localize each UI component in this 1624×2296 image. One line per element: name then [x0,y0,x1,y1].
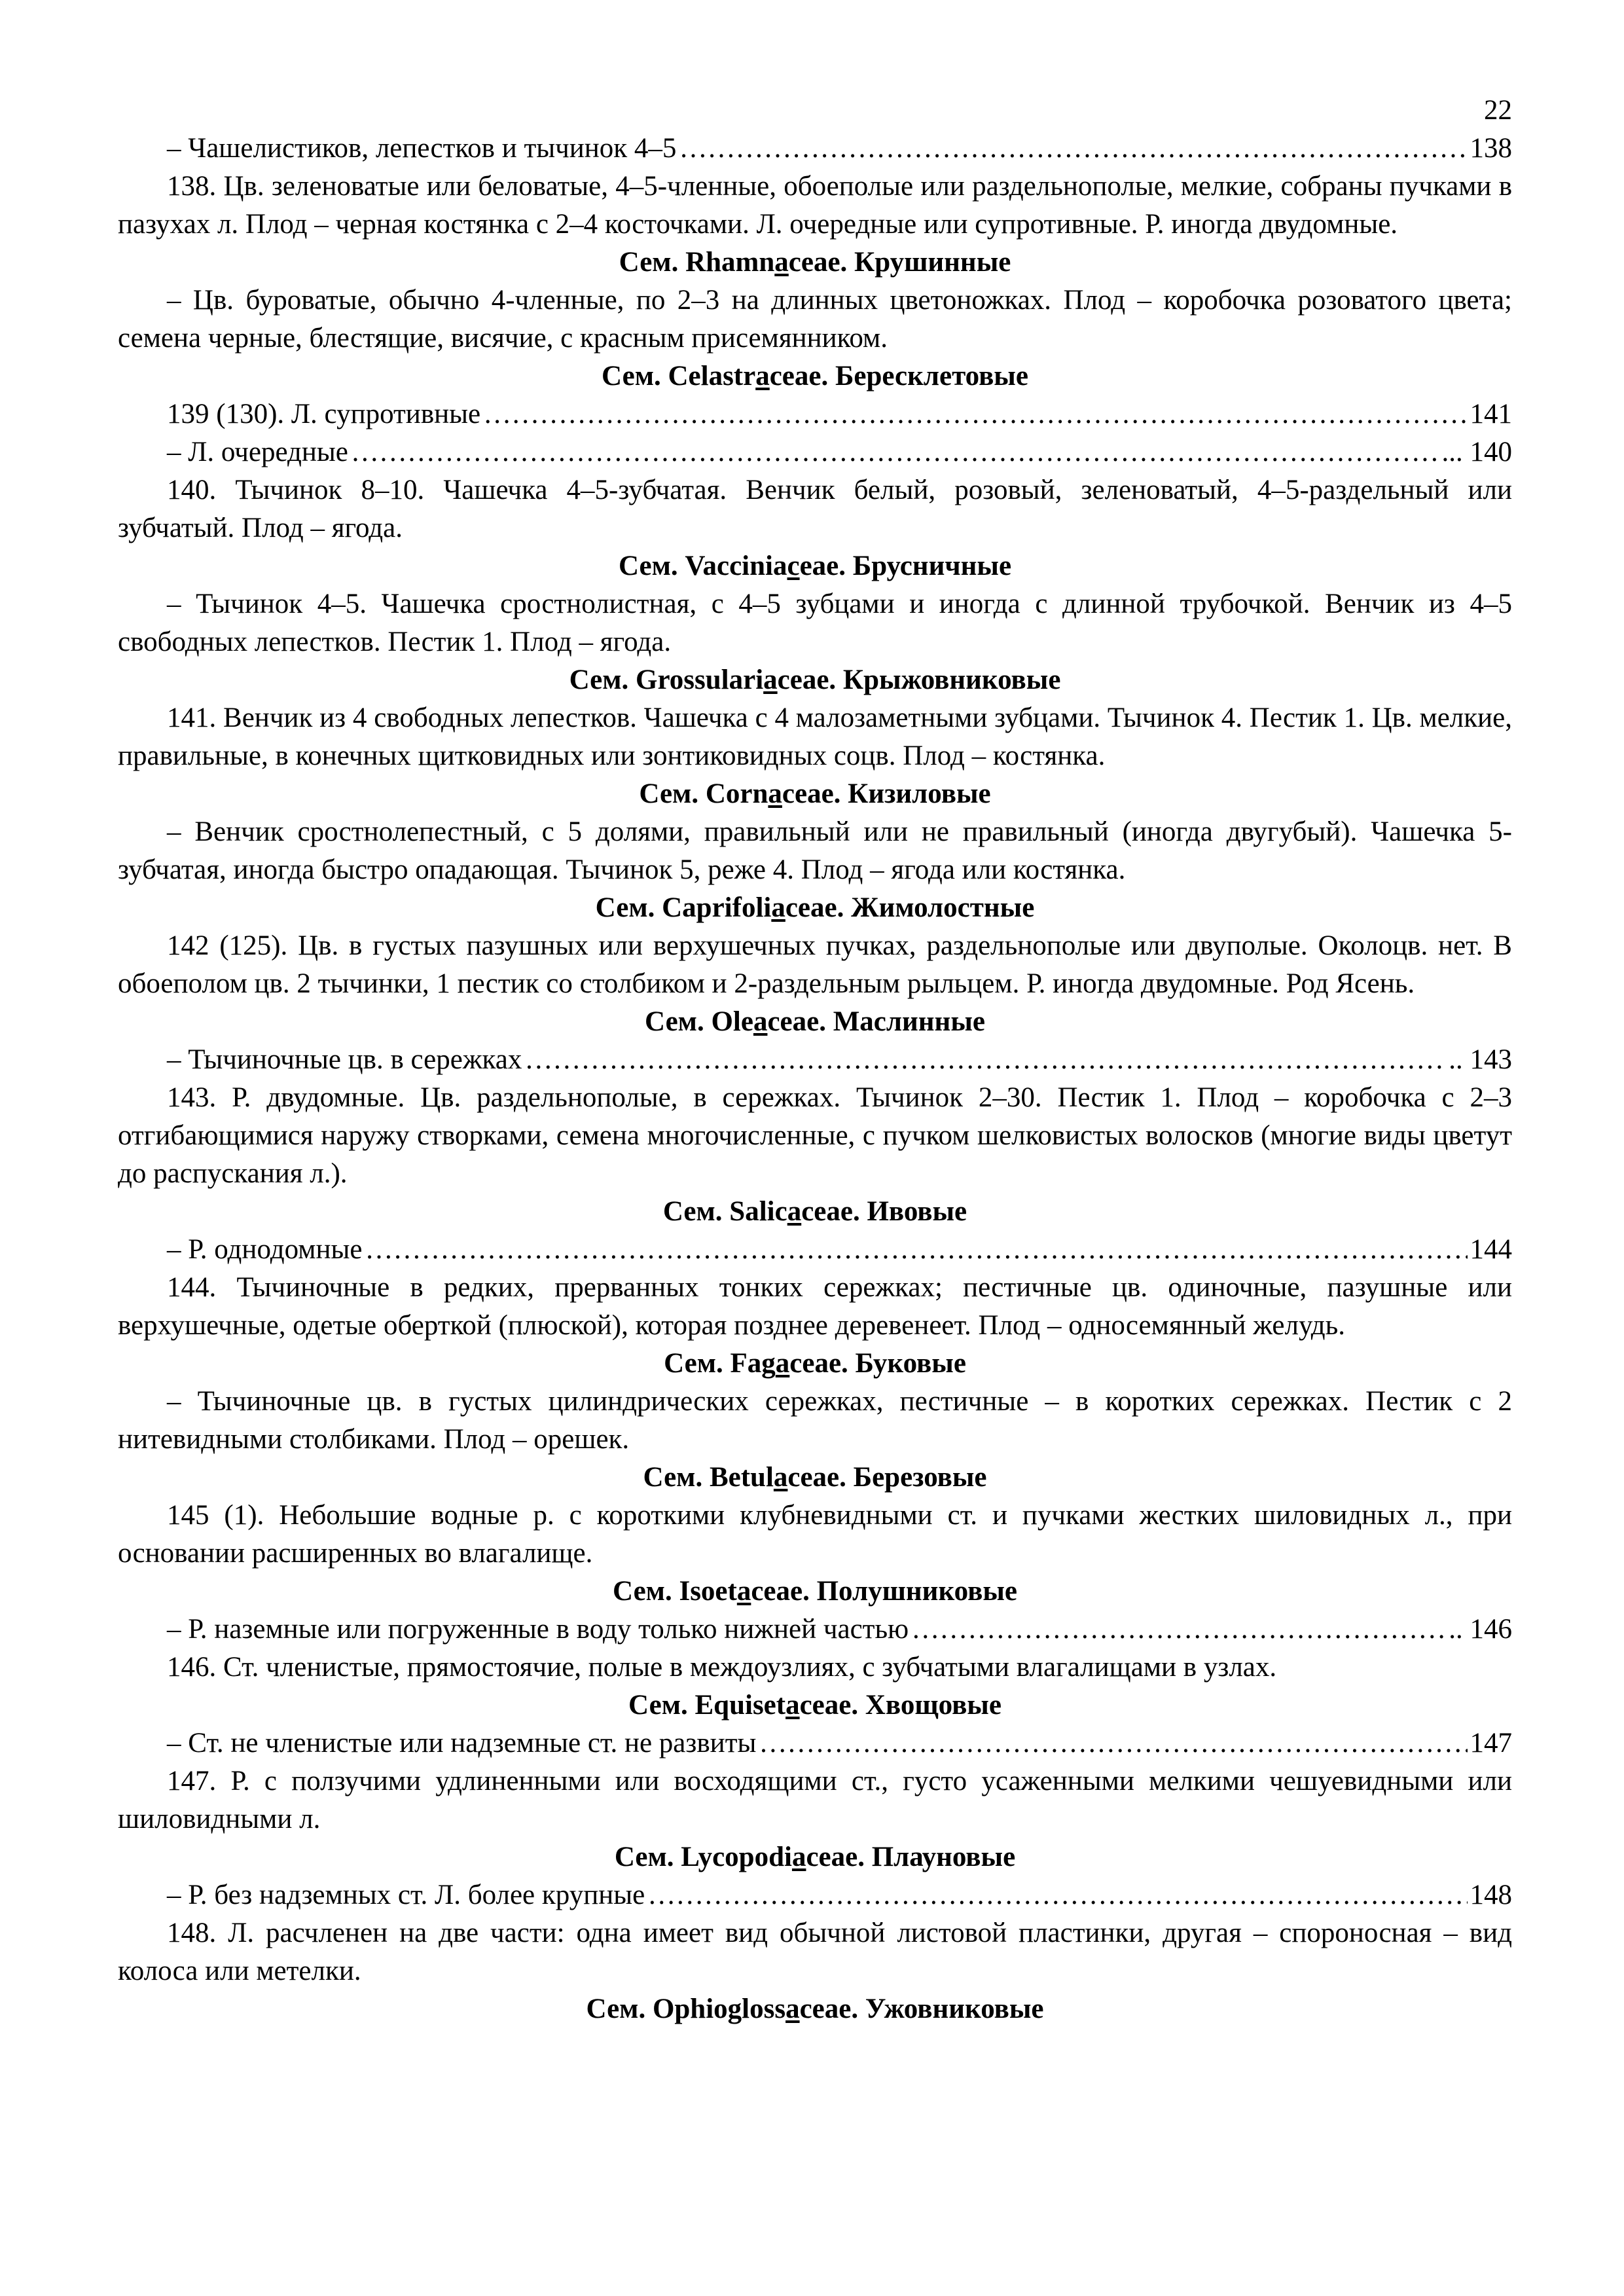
lead-number: 141 [1470,399,1512,429]
family-heading: Сем. Rhamnaceae. Крушинные [619,247,1011,278]
lead-number: 138 [1470,133,1512,164]
lead-text: – Р. наземные или погруженные в воду только нижней частью [167,1614,909,1645]
lead-text: – Р. без надземных ст. Л. более крупные [167,1880,645,1910]
family-heading: Сем. Betulaceae. Березовые [643,1462,987,1493]
key-lead-line [118,130,1512,168]
page-number: 22 [1484,95,1512,126]
family-heading: Сем. Fagaceae. Буковые [664,1348,966,1379]
family-heading: Сем. Lycopodiaceae. Плауновые [614,1842,1016,1872]
key-paragraph: – Венчик сростнолепестный, с 5 долями, правильный или не правильный (иногда двугубый). Чашечка 5-зубчатая, иногда быстро опадающая. Тычинок 5, реже 4. Плод – ягода или костянка. [118,816,1512,885]
family-heading: Сем. Cornaceae. Кизиловые [639,778,991,809]
lead-number: .. 143 [1449,1044,1512,1075]
lead-number: 148 [1470,1880,1512,1910]
document-page [118,92,1512,2252]
leader-dots [911,1611,1446,1649]
lead-number: 147 [1470,1728,1512,1758]
key-paragraph: 140. Тычинок 8–10. Чашечка 4–5-зубчатая. Венчик белый, розовый, зеленоватый, 4–5-раздельный или зубчатый. Плод – ягода. [118,475,1512,543]
key-paragraph: 142 (125). Цв. в густых пазушных или верхушечных пучках, раздельнополые или двуполые. Околоцв. нет. В обоеполом цв. 2 тычинки, 1 пестик со столбиком и 2-раздельным рыльцем. Р. иногда двудомные. Род Ясень. [118,930,1512,999]
key-paragraph: 146. Ст. членистые, прямостоячие, полые в междоузлиях, с зубчатыми влагалищами в узлах. [167,1652,1277,1683]
leader-dots [679,130,1467,168]
key-lead-line [118,395,1512,433]
key-paragraph: 141. Венчик из 4 свободных лепестков. Чашечка с 4 малозаметными зубцами. Тычинок 4. Пестик 1. Цв. мелкие, правильные, в конечных щитковидных или зонтиковидных соцв. Плод – костянка. [118,702,1512,771]
key-paragraph: 144. Тычиночные в редких, прерванных тонких сережках; пестичные цв. одиночные, пазушные или верхушечные, одетые оберткой (плюской), которая позднее деревенеет. Плод – односемянный желудь. [118,1272,1512,1341]
family-heading: Сем. Equisetaceae. Хвощовые [628,1690,1001,1721]
leader-dots [365,1231,1467,1269]
lead-text: – Л. очередные [167,437,348,467]
key-paragraph: 145 (1). Небольшие водные р. с короткими клубневидными ст. и пучками жестких шиловидных л., при основании расширенных во влагалище. [118,1500,1512,1569]
leader-dots [647,1876,1467,1914]
family-heading: Сем. Salicaceae. Ивовые [662,1196,967,1227]
lead-text: – Чашелистиков, лепестков и тычинок 4–5 [167,133,677,164]
leader-dots [524,1041,1446,1079]
family-heading: Сем. Isoetaceae. Полушниковые [613,1576,1017,1607]
key-lead-line [118,433,1512,471]
leader-dots [483,395,1467,433]
lead-text: – Р. однодомные [167,1234,363,1265]
family-heading: Сем. Ophioglоssaceae. Ужовниковые [586,1994,1044,2024]
lead-text: – Тычиночные цв. в сережках [167,1044,522,1075]
leader-dots [351,433,1439,471]
key-lead-line [118,1876,1512,1914]
key-lead-line [118,1611,1512,1649]
key-paragraph: 147. Р. с ползучими удлиненными или восходящими ст., густо усаженными мелкими чешуевидными или шиловидными л. [118,1766,1512,1834]
key-paragraph: – Цв. буроватые, обычно 4-членные, по 2–3 на длинных цветоножках. Плод – коробочка розоватого цвета; семена черные, блестящие, висячие, с красным присемянником. [118,285,1512,354]
key-lead-line [118,1041,1512,1079]
key-lead-line [118,1231,1512,1269]
family-heading: Сем. Celastraceae. Бересклетовые [602,361,1028,392]
key-paragraph: 138. Цв. зеленоватые или беловатые, 4–5-членные, обоеполые или раздельнополые, мелкие, собраны пучками в пазухах л. Плод – черная костянка с 2–4 косточками. Л. очередные или супротивные. Р. иногда двудомные. [118,171,1512,240]
key-paragraph: 143. Р. двудомные. Цв. раздельнополые, в сережках. Тычинок 2–30. Пестик 1. Плод – коробочка с 2–3 отгибающимися наружу створками, семена многочисленные, с пучком шелковистых волосков (многие виды цветут до распускания л.). [118,1082,1512,1189]
family-heading: Сем. Grossulariaceae. Крыжовниковые [569,665,1061,695]
key-paragraph: 148. Л. расчленен на две части: одна имеет вид обычной листовой пластинки, другая – спороносная – вид колоса или метелки. [118,1918,1512,1986]
lead-number: 144 [1470,1234,1512,1265]
key-paragraph: – Тычиночные цв. в густых цилиндрических сережках, пестичные – в коротких сережках. Пестик с 2 нитевидными столбиками. Плод – орешек. [118,1386,1512,1455]
family-heading: Сем. Oleaceae. Маслинные [645,1006,985,1037]
lead-text: 139 (130). Л. супротивные [167,399,481,429]
family-heading: Сем. Caprifoliaceae. Жимолостные [595,892,1035,923]
leader-dots [759,1724,1467,1762]
key-lead-line [118,1724,1512,1762]
lead-number: ... 140 [1441,437,1512,467]
key-paragraph: – Тычинок 4–5. Чашечка сростнолистная, с 4–5 зубцами и иногда с длинной трубочкой. Венчик из 4–5 свободных лепестков. Пестик 1. Плод – ягода. [118,589,1512,657]
family-heading: Сем. Vacciniасeae. Брусничные [618,551,1012,581]
lead-number: .. 146 [1449,1614,1512,1645]
lead-text: – Ст. не членистые или надземные ст. не развиты [167,1728,757,1758]
